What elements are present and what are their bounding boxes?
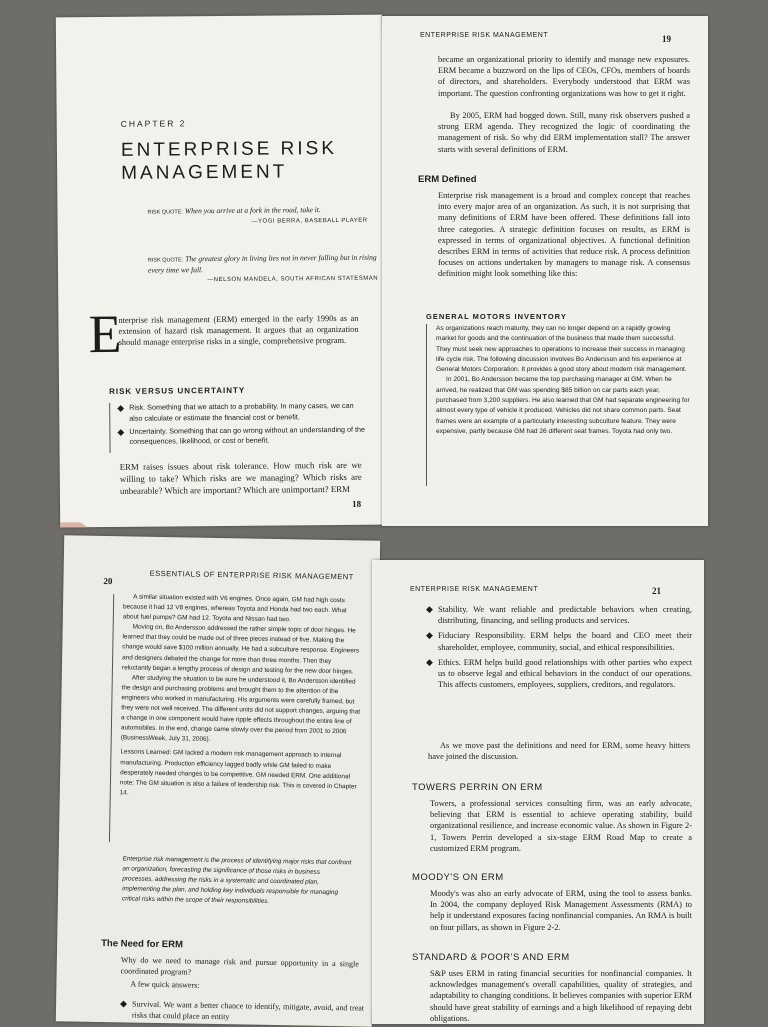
sidebar-text: A similar situation existed with V6 engines. Once again, GM had high costs because it had 12 V8 engines, whereas Toyota and Honda had two each. What about fuel pumps? GM had 12. Toyota and Nissan had two. Moving on, Bo Andersson addressed the rather simple topic of door hinges. He learned that they could be made out of three pieces instead of five. Making the change would save $100 million annually. He had a subculture response. Engineers and designers debated the change for more than three months. Then they reluctantly began a lengthy process of design and testing for the new door hinges. After studying the situation to be sure he understood it, Bo Andersson identified the design and purchasing problems and brought them to the attention of the engineers who worked in manufacturing. His arguments were carefully framed, but they were not well received. The different units did not support changes, arguing that a change in one component would have ripple effects throughout the entire line of automobiles. In the end, change came slowly over the period from 2001 to 2006 (BusinessWeek, July 31, 2006). Lessons Learned: GM lacked a modern risk management approach to internal manufacturing. Production efficiency lagged badly while GM failed to make desperately needed changes to be competitive. GM needed ERM. One additional note: The GM situation is also a failure of leadership risk. This is covered in Chapter 14.: [119, 593, 361, 797]
page-number: 19: [662, 34, 671, 44]
bullet-stability: ◆ Stability. We want reliable and predictable behaviors when creating, distributing, financing, and selling products and services.: [426, 604, 692, 626]
paragraph-2: Towers, a professional services consulting firm, was an early advocate, believing that ERM is essential to achieve operating stability, build organizational resilience, and increase economic value. As shown in Figure 2-1, Towers Perrin developed a six-stage ERM Road Map to create a customized ERM program.: [430, 799, 692, 853]
paragraph-3: Enterprise risk management is a broad and complex concept that reaches into every major area of an organization. As such, it is not surprising that many definitions of ERM have been offered. These definitions fall into three categories. A strategic definition focuses on results, as ERM is expressed in terms of organizational objectives. A functional definition describes ERM in terms of activities that reduce risk. A process definition focuses on actions undertaken by managers to manage risk. A consensus definition might look something like this:: [438, 191, 690, 279]
bullet-list: [426, 604, 692, 690]
sidebar-rule: [426, 324, 427, 486]
heading-moodys: MOODY'S ON ERM: [412, 872, 504, 883]
definition-block: Enterprise risk management is the process of identifying major risks that confront an organization, forecasting the significance of those risks in business processes, addressing the risks in a systematic and coordinated plan, implementing the plan, and holding key individuals responsible for managing critical risks within the scope of their responsibilities.: [121, 855, 352, 905]
heading-towers-perrin: TOWERS PERRIN ON ERM: [412, 782, 543, 793]
sidebar-bullets: [117, 401, 365, 448]
paragraph-2: By 2005, ERM had bogged down. Still, many risk observers pushed a strong ERM agenda. They recognized the logic of coordinating the management of risk. So why did ERM implementation stall? The answer starts with several definitions of ERM.: [438, 111, 690, 154]
page-number: 18: [351, 498, 362, 509]
page-number: 20: [103, 575, 113, 587]
chapter-title-line1: ENTERPRISE RISK: [120, 137, 338, 161]
bullet-fiduciary: ◆ Fiduciary Responsibility. ERM helps the board and CEO meet their shareholder, employee, community, social, and ethical responsibilities.: [426, 630, 692, 652]
running-head: ENTERPRISE RISK MANAGEMENT: [420, 32, 549, 39]
heading-sp: STANDARD & POOR'S AND ERM: [412, 952, 570, 963]
chapter-title: [121, 137, 337, 185]
sidebar-rule: [109, 403, 110, 453]
sidebar-heading: RISK VERSUS UNCERTAINTY: [109, 385, 246, 396]
page-21: [372, 560, 704, 1024]
finger-shadow: [60, 522, 88, 527]
page-20: [56, 535, 380, 1026]
running-head: ENTERPRISE RISK MANAGEMENT: [410, 586, 539, 593]
paragraph-4: S&P uses ERM in rating financial securities for nonfinancial companies. It acknowledges management's overall capabilities, quality of strategies, and adaptability to changing conditions. It believes companies with superior ERM should have great stability of earnings and a high likelihood of repaying debt obligations.: [430, 969, 692, 1023]
page-number: 21: [652, 586, 661, 596]
paragraph-1: As we move past the definitions and need for ERM, some heavy hitters have joined the discussion.: [428, 741, 690, 762]
running-head: ESSENTIALS OF ENTERPRISE RISK MANAGEMENT: [149, 568, 354, 582]
risk-quote-2: RISK QUOTE: The greatest glory in living lies not in never falling but in rising every time we fall. —NELSON MANDELA, SOUTH AFRICAN STATESMAN: [147, 252, 379, 284]
risk-quote-1: RISK QUOTE: When you arrive at a fork in the road, take it. —YOGI BERRA, BASEBALL PLAYER: [147, 205, 368, 225]
drop-cap: E: [88, 303, 122, 365]
paragraph-1: became an organizational priority to identify and manage new exposures. ERM became a buzzword on the lips of CEOs, CFOs, members of boards of directors, and shareholders. Everybody understood that ERM was important. The question confronting organizations was how to get it right.: [438, 55, 690, 98]
page-18: [56, 15, 386, 528]
paragraph-3: Moody's was also an early advocate of ERM, using the tool to assess banks. In 2004, the company deployed Risk Management Assessments (RMA) to help it understand exposures facing nonfinancial companies. An RMA is built on four pillars, as shown in Figure 2-2.: [430, 889, 692, 932]
bullet-risk: ◆ Risk. Something that we attach to a probability. In many cases, we can also calculate or estimate the financial cost or benefit.: [117, 400, 354, 423]
section-heading: ERM Defined: [418, 174, 477, 185]
body-paragraph: ERM raises issues about risk tolerance. How much risk are we willing to take? Which risks are we managing? Which risks are unbearable? Which are important? Which are unimportant? ERM: [119, 459, 362, 496]
section-heading: The Need for ERM: [101, 937, 184, 951]
sidebar-rule: [109, 594, 114, 842]
sidebar-heading: GENERAL MOTORS INVENTORY: [426, 312, 567, 321]
bullet-ethics: ◆ Ethics. ERM helps build good relationships with other parties who expect us to observe legal and ethical behaviors in the conduct of our operations. This affects customers, employees, suppliers, creditors, and regulators.: [426, 656, 692, 690]
chapter-title-line2: MANAGEMENT: [121, 161, 288, 184]
page-19: [382, 16, 708, 526]
paragraph-1: Why do we need to manage risk and pursue opportunity in a single coordinated program?: [120, 955, 359, 977]
chapter-label: CHAPTER 2: [120, 118, 187, 129]
bullet-uncertainty: ◆ Uncertainty. Something that can go wrong without an understanding of the consequences, likelihood, or cost or benefit.: [117, 424, 366, 447]
paragraph-2: A few quick answers:: [130, 979, 200, 990]
bullet-survival: ◆ Survival. We want a better chance to identify, mitigate, avoid, and treat risks that could place an entity: [120, 998, 365, 1022]
sidebar-text: As organizations reach maturity, they can no longer depend on a rapidly growing market for goods and the continuation of the business that made them successful. They must seek new approaches to operations to increase their success in managing life cycle risk. The following discussion involves Bo Andersson and his experience at General Motors Corporation. It provides a good story about modern risk management. In 2001, Bo Andersson became the top purchasing manager at GM. When he arrived, he realized that GM was spending $85 billion on car parts each year, purchased from 3,200 suppliers. He also learned that GM had separate engineering for almost every type of vehicle it produced. Vehicles did not share common parts. Seat frames were an example of a particularly interesting subculture feature. They were expensive, partly because GM had 26 different seat frames. Toyota had only two.: [436, 325, 690, 435]
intro-paragraph: nterprise risk management (ERM) emerged in the early 1990s as an extension of hazard risk management. It argues that an organization should manage enterprise risks in a single, comprehensive program.: [118, 313, 359, 348]
